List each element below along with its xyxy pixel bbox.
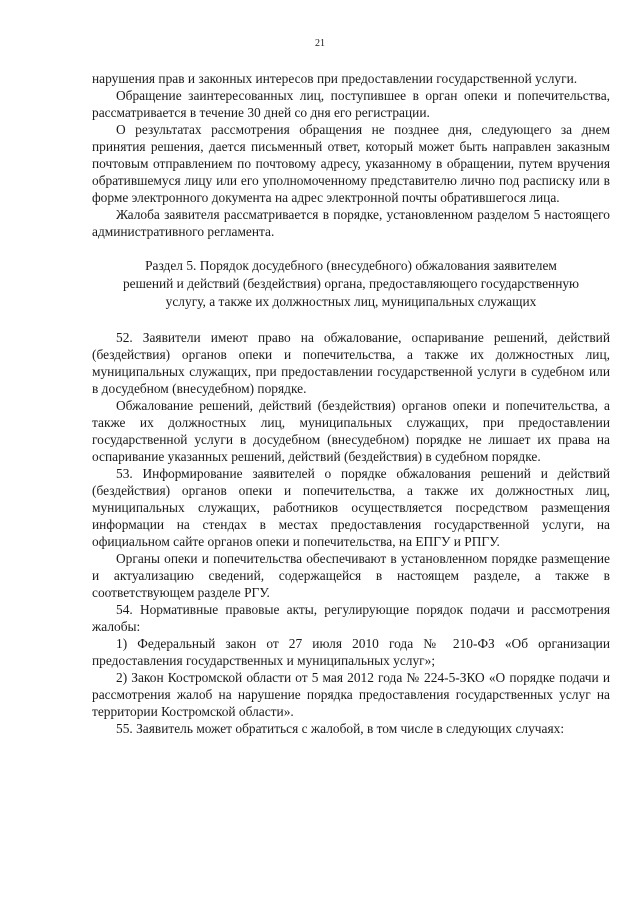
list-item: 2) Закон Костромской области от 5 мая 2012 года № 224-5-ЗКО «О порядке подачи и рассмотрения жалоб на нарушение порядка предоставления государственных услуг на территории Костромской области». — [92, 670, 610, 719]
section-heading — [92, 257, 610, 311]
paragraph: нарушения прав и законных интересов при предоставлении государственной услуги. — [92, 71, 578, 86]
paragraph-54: 54. Нормативные правовые акты, регулирующие порядок подачи и рассмотрения жалобы: — [92, 602, 610, 634]
paragraph-52: 52. Заявители имеют право на обжалование, оспаривание решений, действий (бездействия) органов опеки и попечительства, а также их должностных лиц, муниципальных служащих, при предоставлении государственной услуги в судебном или в досудебном (внесудебном) порядке. — [92, 330, 610, 396]
paragraph: Обжалование решений, действий (бездействия) органов опеки и попечительства, а также их должностных лиц, муниципальных служащих, при предоставлении государственной услуги в досудебном (внесудебном) порядке не лишает их права на оспаривание указанных решений, действий (бездействия) в судебном порядке. — [92, 398, 610, 464]
paragraph-55: 55. Заявитель может обратиться с жалобой, в том числе в следующих случаях: — [116, 721, 565, 736]
paragraph: Жалоба заявителя рассматривается в порядке, установленном разделом 5 настоящего административного регламента. — [92, 207, 610, 239]
paragraph: О результатах рассмотрения обращения не позднее дня, следующего за днем принятия решения, дается письменный ответ, который может быть направлен заказным почтовым отправлением по почтовому адресу, указанному в обращении, путем вручения обратившемуся лицу или его уполномоченному представителю лично под расписку или в форме электронного документа на адрес электронной почты обратившегося лица. — [92, 122, 610, 205]
paragraph-53: 53. Информирование заявителей о порядке обжалования решений и действий (бездействия) органов опеки и попечительства, а также их должностных лиц, муниципальных служащих, работников осуществляется посредством размещения информации на стендах в местах предоставления государственной услуги, на официальном сайте органов опеки и попечительства, на ЕПГУ и РПГУ. — [92, 466, 610, 549]
page-number: 21 — [315, 38, 325, 49]
document-body — [92, 70, 610, 737]
paragraph: Органы опеки и попечительства обеспечивают в установленном порядке размещение и актуализацию сведений, содержащейся в настоящем разделе, а также в соответствующем разделе РГУ. — [92, 551, 610, 600]
section-heading-line: Раздел 5. Порядок досудебного (внесудебного) обжалования заявителем — [145, 258, 557, 273]
section-heading-line: решений и действий (бездействия) органа, предоставляющего государственную — [122, 276, 580, 291]
list-item: 1) Федеральный закон от 27 июля 2010 года № 210-ФЗ «Об организации предоставления государственных и муниципальных услуг»; — [92, 636, 610, 668]
paragraph: Обращение заинтересованных лиц, поступившее в орган опеки и попечительства, рассматривается в течение 30 дней со дня его регистрации. — [92, 88, 610, 120]
section-heading-line: услугу, а также их должностных лиц, муниципальных служащих — [165, 294, 537, 309]
